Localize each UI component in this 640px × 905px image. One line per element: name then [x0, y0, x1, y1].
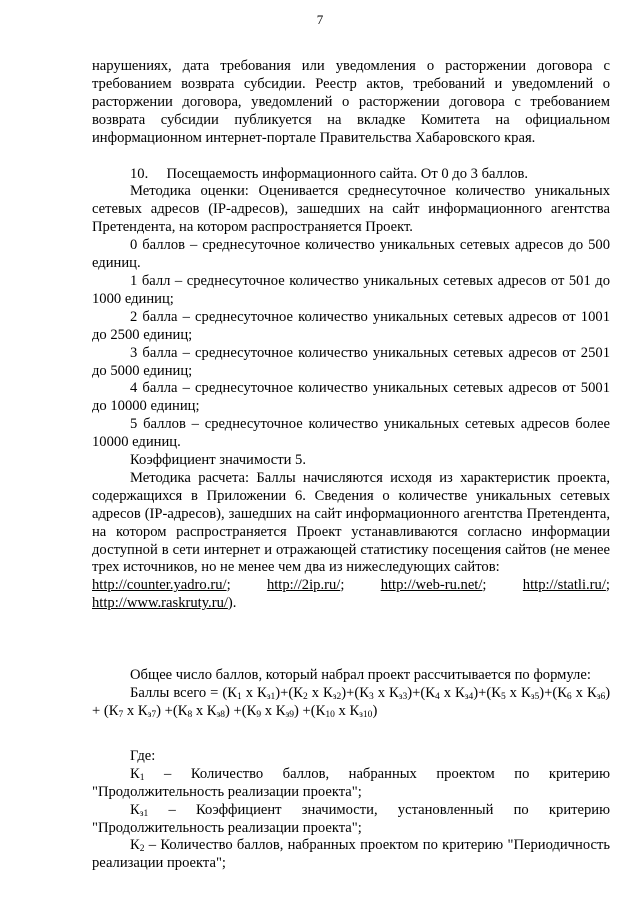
formula-intro: Общее число баллов, который набрал проект рассчитывается по формуле: [130, 667, 591, 684]
score-item: 5 баллов – среднесуточное количество уникальных сетевых адресов более 10000 единиц. [92, 416, 610, 451]
formula [92, 685, 610, 721]
link-item: http://counter.yadro.ru/; [92, 577, 231, 594]
formula-term: ($К_6$ х $К_{з6}$) [552, 685, 611, 703]
formula-term: ($К_7$ х $К_{з7}$) [103, 703, 161, 720]
score-item: 1 балл – среднесуточное количество уникальных сетевых адресов от 501 до 1000 единиц; [92, 272, 610, 307]
formula-lead: Баллы всего = [130, 685, 223, 702]
formula-term: ($К_2$ х $К_{з2}$) [288, 685, 347, 703]
paragraph-continuation: нарушениях, дата требования или уведомления о расторжении договора с требованием возврата субсидии. Реестр актов, требований и уведомлений о расторжении договора, уведомлений о расторжении договора с требованием возврата субсидии публикуется на вкладке Комитета на официальном информационном интернет-портале Правительства Хабаровского края. [92, 58, 610, 146]
definitions-list [92, 766, 610, 873]
link-web-ru[interactable]: http://web-ru.net/ [380, 577, 483, 594]
document-body [92, 58, 610, 873]
link-line-last: http://www.raskruty.ru/). [92, 595, 237, 612]
where-label: Где: [130, 747, 156, 764]
link-raskruty[interactable]: http://www.raskruty.ru/ [92, 595, 228, 612]
link-row [92, 577, 610, 595]
formula-term: ($К_1$ х $К_{з1}$) [222, 685, 281, 703]
score-item: 3 балла – среднесуточное количество уникальных сетевых адресов от 2501 до 5000 единиц; [92, 344, 610, 379]
link-2ip[interactable]: http://2ip.ru/ [266, 577, 341, 594]
page-number: 7 [316, 12, 324, 27]
formula-terms: ($К_1$ х $К_{з1})+(К_2$ х $К_{з2})+(К_3$ х $К_{з3})+(К_4$ х $К_{з4})+(К_5$ х $К_{з5})+(К_6$ х $К_{з6}) + (К_7$ х $К_{з7}) +(К_8$ х $К_{з8}) +(К_9$ х $К_{з9}) +(К_{10}$ х $К_{з10}$) [92, 685, 611, 720]
formula-term: ($К_8$ х $К_{з8}$) [172, 703, 230, 720]
method-paragraph: Методика оценки: Оценивается среднесуточное количество уникальных сетевых адресов (IP-адресов), зашедших на сайт информационного агентства Претендента, на котором распространяется Проект. [92, 183, 610, 236]
score-item: 2 балла – среднесуточное количество уникальных сетевых адресов от 1001 до 2500 единиц; [92, 308, 610, 343]
link-counter-yadro[interactable]: http://counter.yadro.ru/ [92, 577, 227, 594]
formula-term: ($К_{10}$ х $К_{з10}$) [310, 703, 378, 720]
link-item: http://2ip.ru/; [266, 577, 345, 594]
formula-term: ($К_4$ х $К_{з4}$) [420, 685, 479, 703]
formula-term: ($К_3$ х $К_{з3}$) [354, 685, 413, 703]
score-item: 4 балла – среднесуточное количество уникальных сетевых адресов от 5001 до 10000 единиц; [92, 380, 610, 415]
calc-method-paragraph: Методика расчета: Баллы начисляются исходя из характеристик проекта, содержащихся в Приложении 6. Сведения о количестве уникальных сетевых адресов (IP-адресов), зашедших на сайт информационного агентства Претендента, на котором распространяется Проект устанавливаются согласно информации доступной в сети интернет и отражающей статистику посещения сайтов (не менее трех источников, но не менее чем два из нижеследующих сайтов: [92, 469, 610, 576]
definition-item: $К_{з1}$ – Коэффициент значимости, установленный по критерию "Продолжительность реализации проекта"; [92, 801, 610, 836]
definition-item: $К_1$ – Количество баллов, набранных проектом по критерию "Продолжительность реализации проекта"; [92, 765, 610, 800]
formula-term: ($К_9$ х $К_{з9}$) [241, 703, 299, 720]
coefficient-paragraph: Коэффициент значимости 5. [130, 452, 307, 469]
score-item: 0 баллов – среднесуточное количество уникальных сетевых адресов до 500 единиц. [92, 237, 610, 272]
link-item: http://statli.ru/; [522, 577, 610, 594]
section-heading: 10. Посещаемость информационного сайта. От 0 до 3 баллов. [130, 165, 529, 182]
formula-term: ($К_5$ х $К_{з5}$) [486, 685, 545, 703]
link-item: http://web-ru.net/; [380, 577, 487, 594]
link-statli[interactable]: http://statli.ru/ [522, 577, 606, 594]
definition-item: $К_2$ – Количество баллов, набранных проектом по критерию "Периодичность реализации проекта"; [92, 837, 610, 872]
